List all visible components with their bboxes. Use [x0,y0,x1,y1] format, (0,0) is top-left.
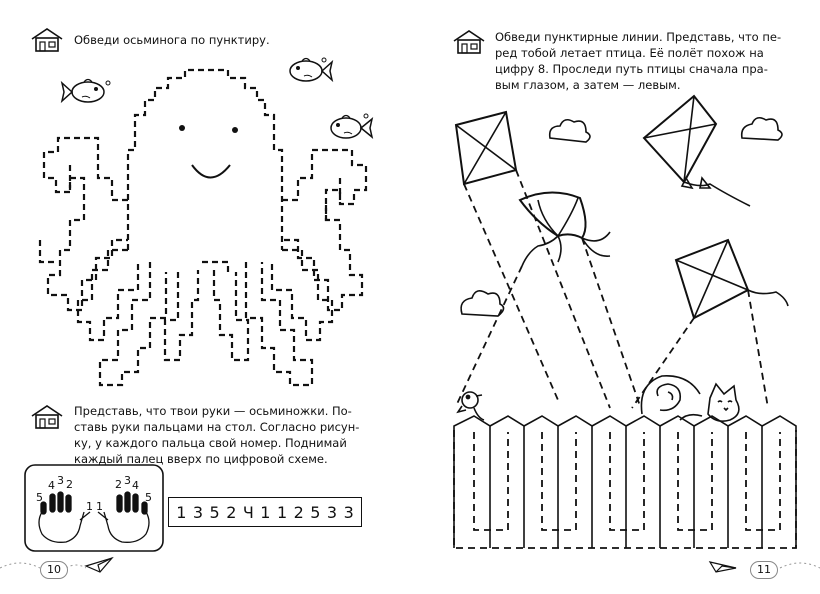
finger-number: 3 [124,474,131,487]
sequence-digit: 3 [343,502,354,522]
cloud-icon [742,118,782,140]
sequence-digit: 2 [226,502,237,522]
finger-number: 4 [48,479,55,492]
sequence-digit: Ч [242,502,254,522]
page-number: 11 [750,561,778,579]
sequence-digit: 1 [260,502,271,522]
hands-instruction: Представь, что твои руки — осьминожки. По- ставь руки пальцами на стол. Согласно рисун- ку, у каждого пальца свой номер. Поднимай каждый палец вверх по цифровой схеме. [74,404,360,466]
finger-number: 4 [132,479,139,492]
right-page [410,0,820,594]
sequence-digit: 1 [176,502,187,522]
kites-scene [410,0,820,594]
sequence-digit: 1 [276,502,288,522]
sequence-digit: 2 [293,502,304,522]
picket-fence [454,416,796,548]
finger-number: 2 [115,478,122,491]
bird-flight-instruction: Обведи пунктирные линии. Представь, что пе- ред тобой летает птица. Её полёт похож на цифру 8. Проследи путь птицы сначала пра- вым глазом, а затем — левым. [495,30,782,92]
kite-icon [676,240,788,318]
octopus-tracing [0,0,410,400]
finger-number: 5 [36,491,43,504]
hands-diagram [24,464,164,554]
cat-icon [641,376,738,421]
sequence-digit: 5 [209,502,220,522]
paper-plane-icon [86,558,112,572]
paper-plane-icon [710,562,736,572]
sequence-digit: 3 [326,502,338,522]
kite-icon [520,192,610,266]
octopus-instruction: Обведи осьминога по пунктиру. [74,33,270,47]
finger-number: 2 [66,478,73,491]
page-number: 10 [40,561,68,579]
kite-icon [456,112,516,184]
finger-number: 1 [96,500,103,513]
cloud-icon [461,291,503,316]
sequence-digit: 5 [310,502,321,522]
bird-icon [458,392,484,420]
finger-sequence-box [168,497,362,527]
kite-icon [644,96,750,206]
finger-number: 5 [145,491,152,504]
hand-icon [98,492,149,542]
finger-number: 3 [57,474,64,487]
house-icon [30,404,64,430]
hand-icon [39,492,90,542]
sequence-digit: 3 [192,502,204,522]
finger-number: 1 [86,500,93,513]
cloud-icon [550,120,590,142]
